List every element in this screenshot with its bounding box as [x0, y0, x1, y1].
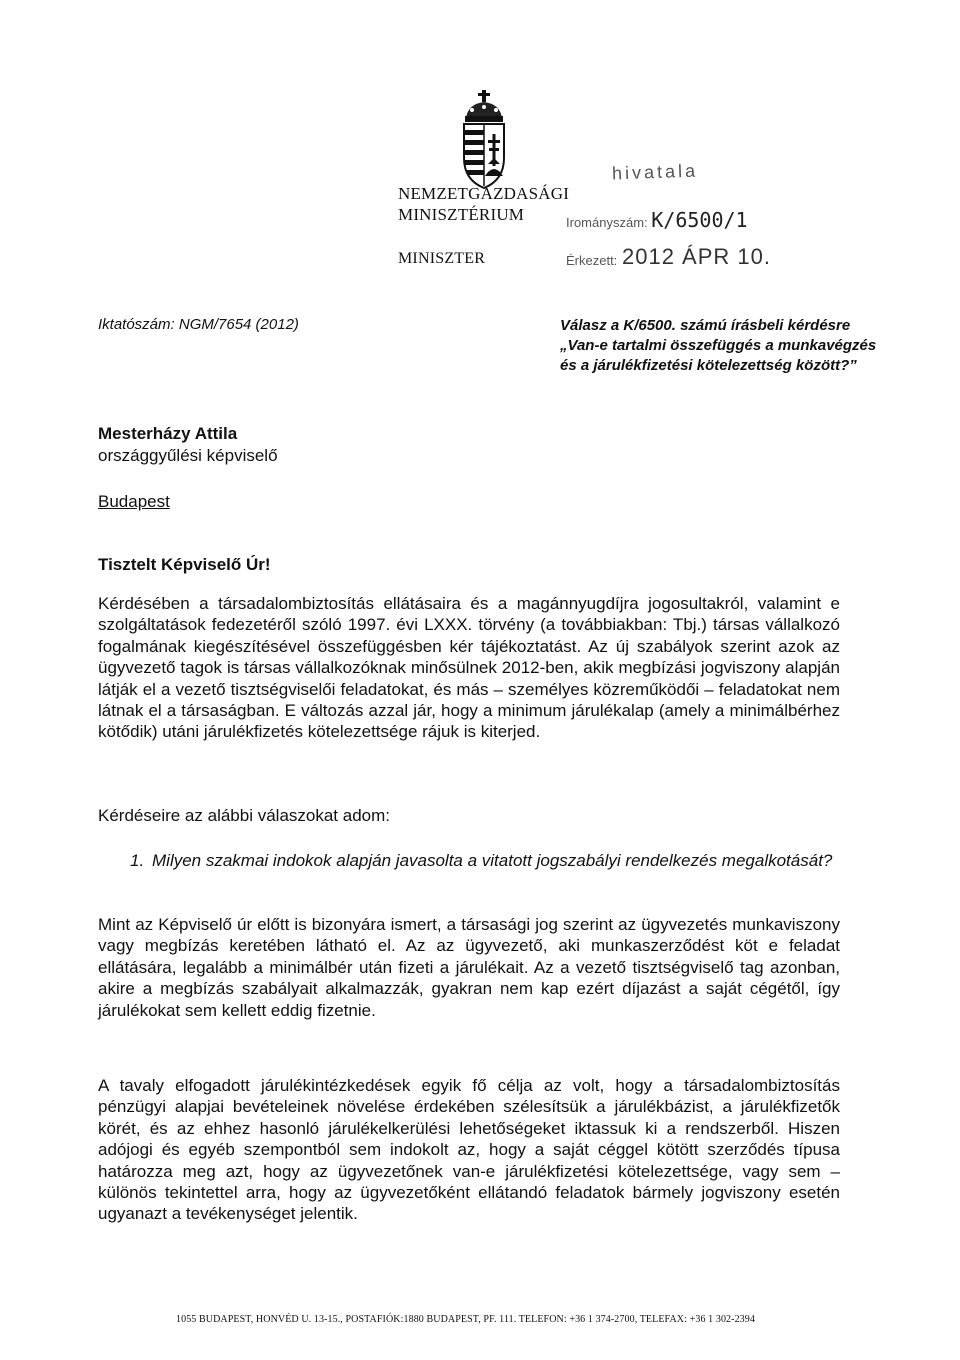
ministry-name-line2: MINISZTÉRIUM: [398, 205, 525, 224]
reply-subject: [560, 316, 890, 376]
ministry-name-line1: NEMZETGAZDASÁGI: [398, 184, 570, 203]
question-1-number: 1.: [130, 851, 145, 870]
coat-of-arms-logo: [458, 88, 510, 190]
reply-subject-line: „Van-e tartalmi összefüggés a munkavégzés: [560, 337, 877, 354]
stamp-registration: [566, 208, 748, 232]
stamp-registration-number: K/6500/1: [651, 208, 748, 232]
question-1-text: Milyen szakmai indokok alapján javasolta a vitatott jogszabályi rendelkezés megalkotását?: [152, 851, 833, 870]
paragraph-2: Kérdéseire az alábbi válaszokat adom:: [98, 806, 390, 825]
recipient-name: Mesterházy Attila: [98, 424, 238, 443]
reply-subject-line: és a járulékfizetési kötelezettség között?”: [560, 357, 857, 374]
ministry-name: [398, 183, 569, 225]
paragraph-1: Kérdésében a társadalombiztosítás ellátásaira és a magánnyugdíjra jogosultakról, valamint e szolgáltatások fedezetéről szóló 1997. évi LXXX. törvény (a továbbiakban: Tbj.) társas vállalkozó fogalmának kiegészítésével összefüggésben kér tájékoztatást. Az új szabályok szerint azok az ügyvezető tagok is társas vállalkozóknak minősülnek 2012-ben, akik megbízási jogviszony alapján látják el a vezető tisztségviselői feladatokat, és más – személyes közreműködői – feladatokat nem látnak el a társaságban. E változás azzal jár, hogy a minimum járulékalap (amely a minimálbérhez kötődik) utáni járulékfizetés kötelezettsége rájuk is kiterjed.: [98, 594, 840, 742]
stamp-registration-label: Irományszám:: [566, 215, 648, 230]
question-1: [130, 850, 840, 871]
salutation: Tisztelt Képviselő Úr!: [98, 555, 271, 574]
minister-label: MINISZTER: [398, 250, 486, 267]
paragraph-4: A tavaly elfogadott járulékintézkedések egyik fő célja az volt, hogy a társadalombiztosítás pénzügyi alapjai bevételeinek növelése érdekében szélesítsük a járulékbázist, a járulékfizetők körét, és az ehhez hasonló járulékelkerülési lehetőségeket iktassuk ki a rendszerből. Hiszen adójogi és egyéb szempontból sem indokolt az, hogy a saját céggel kötött szerződés típusa határozza meg azt, hogy az ügyvezetőnek van-e járulékfizetési kötelezettsége, vagy sem – különös tekintettel arra, hogy az ügyvezetőként ellátandó feladatok bármely jogviszony esetén ugyanazt a tevékenységet jelentik.: [98, 1076, 840, 1224]
reply-subject-line: Válasz a K/6500. számú írásbeli kérdésre: [560, 317, 851, 334]
stamp-received-date: 2012 ÁPR 10.: [622, 244, 771, 269]
recipient-block: [98, 423, 278, 513]
footer-address: 1055 BUDAPEST, HONVÉD U. 13-15., POSTAFIÓK:1880 BUDAPEST, PF. 111. TELEFON: +36 1 374-2700, TELEFAX: +36 1 302-2394: [176, 1314, 755, 1325]
file-number: Iktatószám: NGM/7654 (2012): [98, 316, 299, 333]
stamp-received-label: Érkezett:: [566, 253, 618, 268]
recipient-city: Budapest: [98, 492, 170, 511]
stamp-office: hivatala: [611, 160, 699, 184]
paragraph-3: Mint az Képviselő úr előtt is bizonyára ismert, a társasági jog szerint az ügyvezetés munkaviszony vagy megbízás keretében látható el. Az az ügyvezető, aki munkaszerződést köt e feladat ellátására, legalább a minimálbér után fizeti a járulékait. Az a vezető tisztségviselő tag azonban, akire a megbízás szabályait alkalmazzák, gyakran nem kap ezért díjazást a saját cégétől, így járulékokat sem kellett eddig fizetnie.: [98, 915, 840, 1020]
recipient-title: országgyűlési képviselő: [98, 446, 278, 465]
